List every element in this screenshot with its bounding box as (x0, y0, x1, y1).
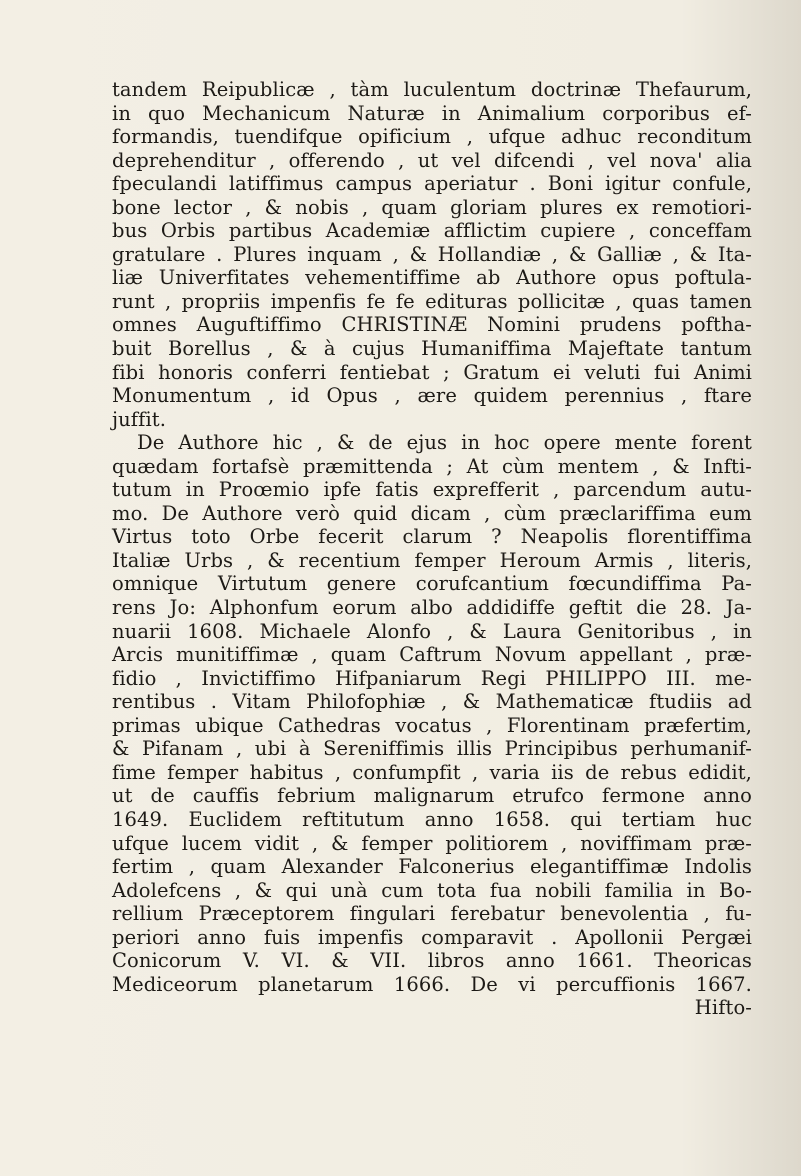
text-line: mo. De Authore verò quid dicam , cùm præclariffima eum (112, 501, 752, 525)
text-line: De Authore hic , & de ejus in hoc opere mente forent (137, 431, 752, 455)
text-line: Monumentum , id Opus , ære quidem perennius , ftare (112, 384, 752, 408)
text-line: gratulare . Plures inquam , & Hollandiæ , & Galliæ , & Ita- (112, 242, 752, 266)
text-line: omnique Virtutum genere corufcantium fœcundiffima Pa- (112, 572, 752, 596)
text-line: & Pifanam , ubi à Sereniffimis illis Principibus perhumanif- (112, 737, 752, 761)
text-line: ufque lucem vidit , & femper politiorem , noviffimam præ- (112, 831, 752, 855)
body-text (112, 78, 752, 1020)
text-line: Virtus toto Orbe fecerit clarum ? Neapolis florentiffima (112, 525, 752, 549)
text-line: deprehenditur , offerendo , ut vel difcendi , vel nova' alia (112, 148, 752, 172)
text-line: nuarii 1608. Michaele Alonfo , & Laura Genitoribus , in (112, 619, 752, 643)
text-line: Italiæ Urbs , & recentium femper Heroum Armis , literis, (112, 548, 752, 572)
text-line: bus Orbis partibus Academiæ afflictim cupiere , conceffam (112, 219, 752, 243)
text-line: buit Borellus , & à cujus Humaniffima Majeftate tantum (112, 337, 752, 361)
text-line: tutum in Proœmio ipfe fatis exprefferit , parcendum autu- (112, 478, 752, 502)
text-line: fertim , quam Alexander Falconerius elegantiffimæ Indolis (112, 855, 752, 879)
text-line: runt , propriis impenfis fe fe edituras pollicitæ , quas tamen (112, 289, 752, 313)
text-line: Arcis munitiffimæ , quam Caftrum Novum appellant , præ- (112, 643, 752, 667)
catchword: Hifto- (694, 996, 752, 1020)
text-line: Mediceorum planetarum 1666. De vi percuffionis 1667. (112, 972, 752, 996)
text-line: rentibus . Vitam Philofophiæ , & Mathematicæ ftudiis ad (112, 690, 752, 714)
text-line: omnes Auguftiffimo CHRISTINÆ Nomini prudens poftha- (112, 313, 752, 337)
text-line: juffit. (112, 407, 167, 431)
text-line: formandis, tuendifque opificium , ufque adhuc reconditum (112, 125, 752, 149)
text-line: periori anno fuis impenfis comparavit . Apollonii Pergæi (112, 925, 752, 949)
text-line: tandem Reipublicæ , tàm luculentum doctrinæ Thefaurum, (112, 78, 752, 101)
text-line: ut de cauffis febrium malignarum etrufco fermone anno (112, 784, 752, 808)
text-line: fidio , Invictiffimo Hifpaniarum Regi PHILIPPO III. me- (112, 666, 752, 690)
text-line: Conicorum V. VI. & VII. libros anno 1661. Theoricas (112, 949, 752, 973)
text-line: fibi honoris conferri fentiebat ; Gratum ei veluti fui Animi (112, 360, 752, 384)
text-line: 1649. Euclidem reftitutum anno 1658. qui tertiam huc (112, 807, 752, 831)
text-line: rens Jo: Alphonfum eorum albo addidiffe geftit die 28. Ja- (112, 596, 752, 620)
text-line: primas ubique Cathedras vocatus , Florentinam præfertim, (112, 713, 752, 737)
text-line: liæ Univerfitates vehementiffime ab Authore opus poftula- (112, 266, 752, 290)
text-line: Adolefcens , & qui unà cum tota fua nobili familia in Bo- (112, 878, 752, 902)
text-line: quædam fortafsè præmittenda ; At cùm mentem , & Infti- (112, 454, 752, 478)
text-line: in quo Mechanicum Naturæ in Animalium corporibus ef- (112, 101, 752, 125)
text-line: rellium Præceptorem fingulari ferebatur benevolentia , fu- (112, 902, 752, 926)
text-line: bone lector , & nobis , quam gloriam plures ex remotiori- (112, 195, 752, 219)
text-line: fime femper habitus , confumpfit , varia iis de rebus edidit, (112, 760, 752, 784)
text-line: fpeculandi latiffimus campus aperiatur . Boni igitur confule, (112, 172, 752, 196)
